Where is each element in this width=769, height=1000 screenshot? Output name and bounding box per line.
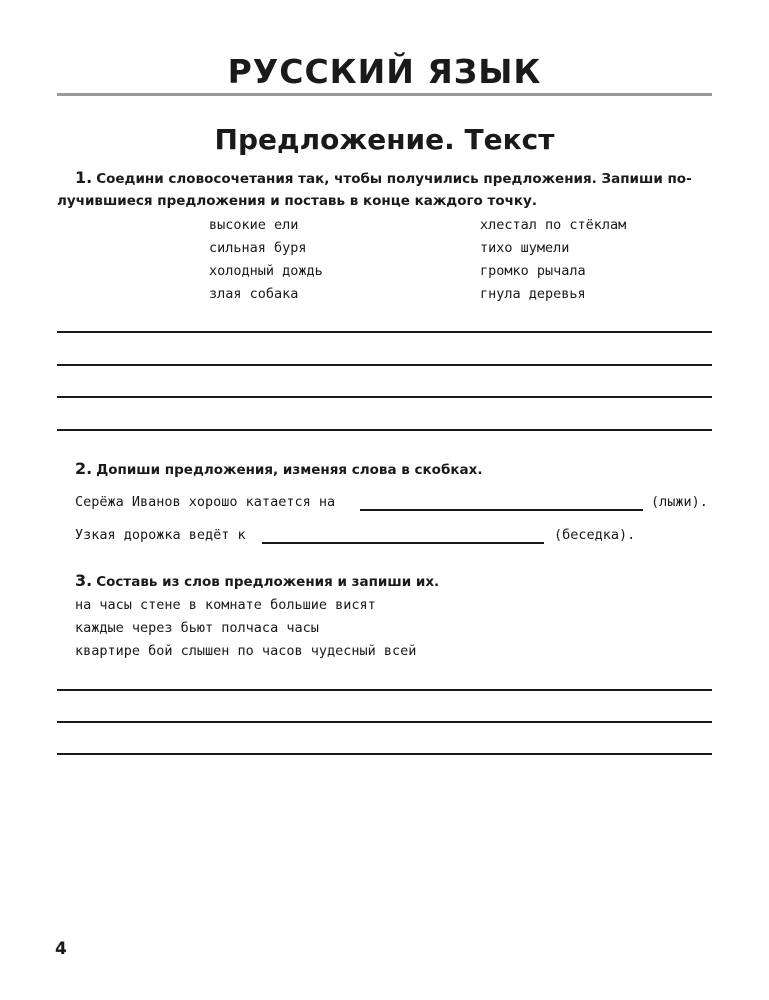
task1-instruction-line1: [75, 168, 692, 189]
task3-answer-line[interactable]: [57, 753, 712, 755]
task1-right-word: громко рычала: [480, 263, 586, 279]
task2-sentence2-start: Узкая дорожка ведёт к: [75, 527, 246, 543]
task2-sentence1-blank[interactable]: [360, 509, 643, 511]
section-title: Предложение. Текст: [214, 123, 555, 156]
task2-sentence2-blank[interactable]: [262, 542, 544, 544]
task3-answer-line[interactable]: [57, 689, 712, 691]
task3-answer-line[interactable]: [57, 721, 712, 723]
task1-right-word: хлестал по стёклам: [480, 217, 627, 233]
task3-word-set: каждые через бьют полчаса часы: [75, 620, 319, 636]
task1-answer-line[interactable]: [57, 396, 712, 398]
page-title: РУССКИЙ ЯЗЫК: [227, 52, 542, 91]
task1-answer-line[interactable]: [57, 364, 712, 366]
task2-sentence1-hint: (лыжи).: [651, 494, 708, 510]
title-divider: [57, 93, 712, 96]
task1-left-word: сильная буря: [209, 240, 307, 256]
task1-instruction-line2: лучившиеся предложения и поставь в конце каждого точку.: [57, 193, 537, 209]
task3-word-set: квартире бой слышен по часов чудесный всей: [75, 643, 417, 659]
task2-instruction: [75, 459, 482, 480]
task1-number: 1.: [75, 168, 93, 187]
task1-right-word: гнула деревья: [480, 286, 586, 302]
task1-instruction-text1: Соедини словосочетания так, чтобы получились предложения. Запиши по-: [96, 171, 692, 187]
task3-number: 3.: [75, 571, 93, 590]
task2-number: 2.: [75, 459, 93, 478]
task3-instruction-text: Составь из слов предложения и запиши их.: [96, 574, 440, 590]
task1-answer-line[interactable]: [57, 429, 712, 431]
task3-instruction: [75, 571, 439, 592]
task1-left-word: высокие ели: [209, 217, 299, 233]
task2-instruction-text: Допиши предложения, изменяя слова в скобках.: [96, 462, 483, 478]
task1-left-word: холодный дождь: [209, 263, 323, 279]
task2-sentence2-hint: (беседка).: [554, 527, 636, 543]
page-number: 4: [55, 939, 67, 959]
task1-answer-line[interactable]: [57, 331, 712, 333]
task3-word-set: на часы стене в комнате большие висят: [75, 597, 376, 613]
task1-left-word: злая собака: [209, 286, 299, 302]
task1-right-word: тихо шумели: [480, 240, 570, 256]
task2-sentence1-start: Серёжа Иванов хорошо катается на: [75, 494, 336, 510]
